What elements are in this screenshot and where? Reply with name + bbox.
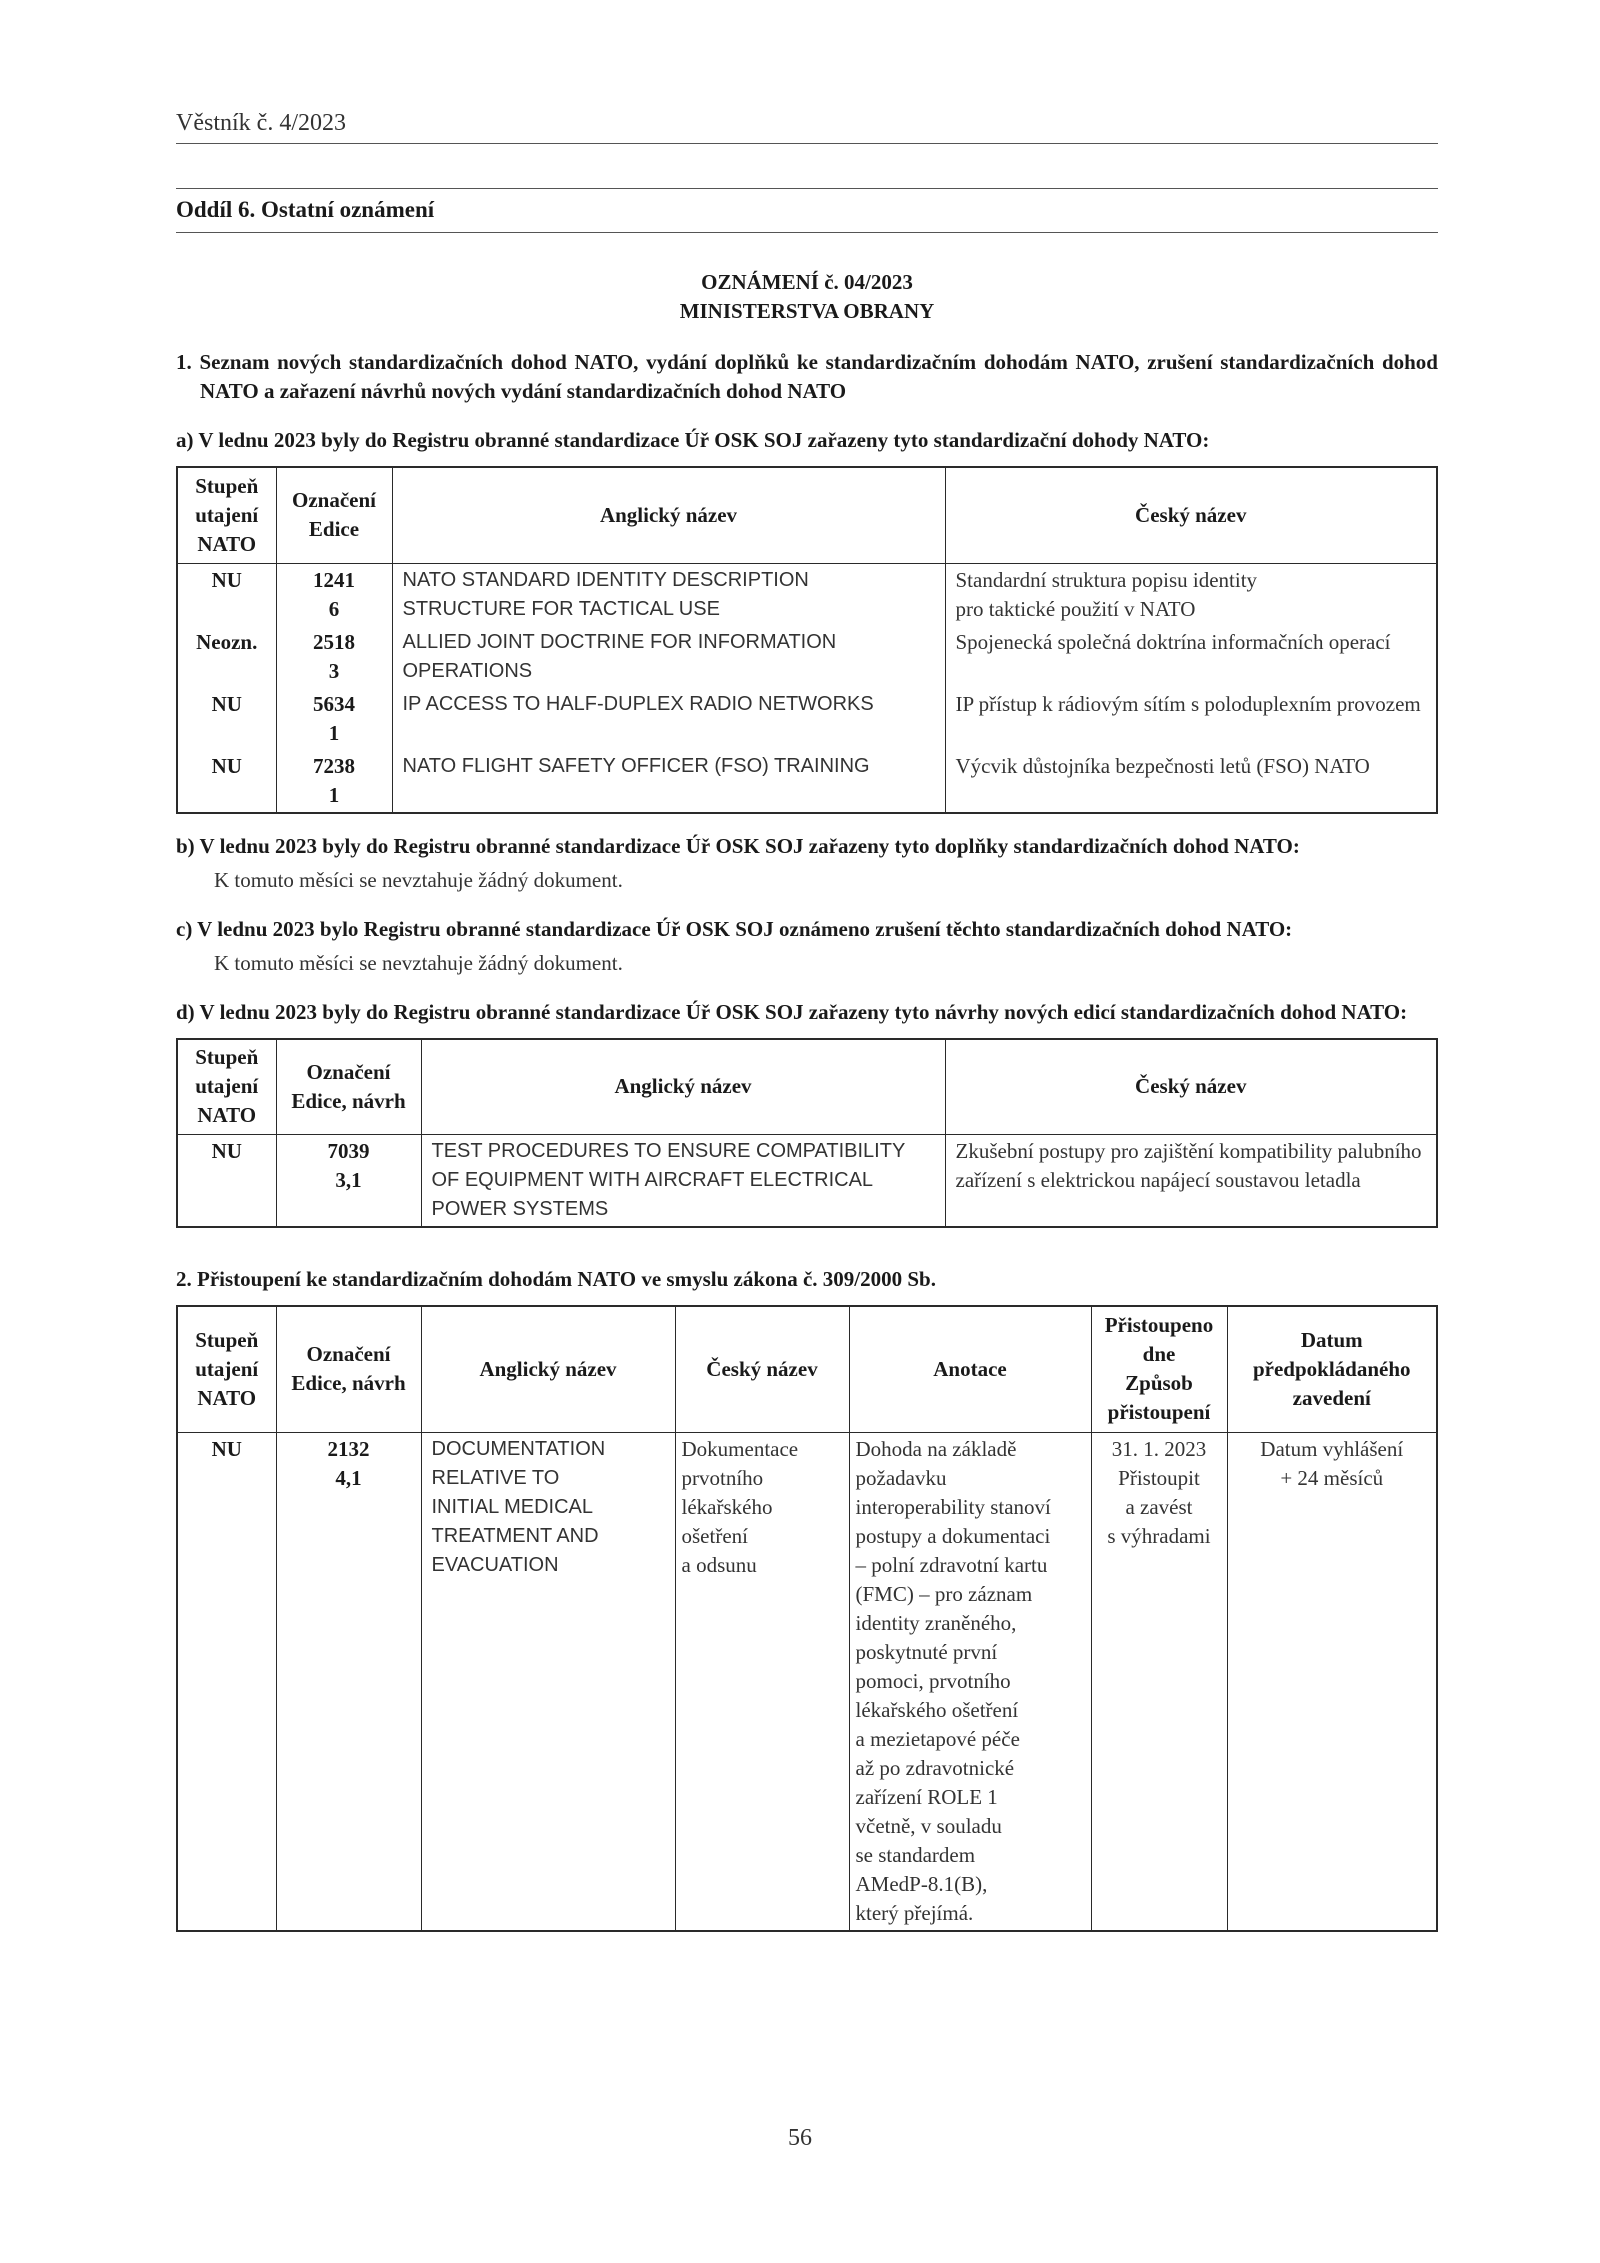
running-head: Věstník č. 4/2023 [176, 110, 1438, 144]
table-row [177, 626, 1437, 688]
table-accession [176, 1305, 1438, 1932]
table-row [177, 563, 1437, 626]
table-row [177, 1135, 1437, 1228]
point1c-heading: c) V lednu 2023 bylo Registru obranné standardizace Úř OSK SOJ oznámeno zrušení těchto standardizačních dohod NATO: [176, 916, 1293, 941]
cell-level: NU [177, 688, 276, 750]
cell-english-name: DOCUMENTATION RELATIVE TO INITIAL MEDICAL TREATMENT AND EVACUATION [421, 1432, 675, 1931]
cell-level: NU [177, 1432, 276, 1931]
col-header-english-name: Anglický název [421, 1039, 945, 1135]
cell-code: 7039 3,1 [276, 1135, 421, 1228]
cell-level: Neozn. [177, 626, 276, 688]
cell-czech-name: Výcvik důstojníka bezpečnosti letů (FSO) NATO [945, 750, 1437, 813]
col-header-accession: Přistoupeno dne Způsob přistoupení [1091, 1306, 1227, 1432]
cell-code: 2518 3 [276, 626, 392, 688]
cell-level: NU [177, 750, 276, 813]
col-header-english-name: Anglický název [392, 467, 945, 563]
col-header-english-name: Anglický název [421, 1306, 675, 1432]
cell-english-name: ALLIED JOINT DOCTRINE FOR INFORMATION OPERATIONS [392, 626, 945, 688]
col-header-code: Označení Edice, návrh [276, 1039, 421, 1135]
table-standard-agreements [176, 466, 1438, 814]
cell-czech-name: Standardní struktura popisu identity pro taktické použití v NATO [945, 563, 1437, 626]
col-header-level: Stupeň utajení NATO [177, 467, 276, 563]
cell-english-name: IP ACCESS TO HALF-DUPLEX RADIO NETWORKS [392, 688, 945, 750]
point1-heading: 1. Seznam nových standardizačních dohod NATO, vydání doplňků ke standardizačním dohodám NATO, zrušení standardizačních dohod NATO a zařazení návrhů nových vydání standardizačních dohod NATO [176, 350, 1438, 403]
point2-heading: 2. Přistoupení ke standardizačním dohodám NATO ve smyslu zákona č. 309/2000 Sb. [176, 1267, 936, 1291]
table-draft-editions [176, 1038, 1438, 1229]
cell-czech-name: Dokumentace prvotního lékařského ošetření a odsunu [675, 1432, 849, 1931]
col-header-annotation: Anotace [849, 1306, 1091, 1432]
cell-code: 2132 4,1 [276, 1432, 421, 1931]
cell-level: NU [177, 1135, 276, 1228]
col-header-level: Stupeň utajení NATO [177, 1039, 276, 1135]
cell-code: 1241 6 [276, 563, 392, 626]
cell-czech-name: Spojenecká společná doktrína informačních operací [945, 626, 1437, 688]
col-header-czech-name: Český název [675, 1306, 849, 1432]
table-row [177, 750, 1437, 813]
cell-accession: 31. 1. 2023 Přistoupit a zavést s výhradami [1091, 1432, 1227, 1931]
cell-code: 5634 1 [276, 688, 392, 750]
table-row [177, 1432, 1437, 1931]
cell-czech-name: IP přístup k rádiovým sítím s poloduplexním provozem [945, 688, 1437, 750]
cell-level: NU [177, 563, 276, 626]
cell-czech-name: Zkušební postupy pro zajištění kompatibility palubního zařízení s elektrickou napájecí soustavou letadla [945, 1135, 1437, 1228]
notice-title-line1: OZNÁMENÍ č. 04/2023 [701, 270, 913, 294]
point1b-note: K tomuto měsíci se nevztahuje žádný dokument. [214, 867, 623, 892]
point1c-note: K tomuto měsíci se nevztahuje žádný dokument. [214, 950, 623, 975]
cell-code: 7238 1 [276, 750, 392, 813]
notice-title [176, 268, 1438, 326]
point1d-heading: d) V lednu 2023 byly do Registru obranné standardizace Úř OSK SOJ zařazeny tyto návrhy nových edicí standardizačních dohod NATO: [176, 999, 1408, 1024]
cell-english-name: NATO STANDARD IDENTITY DESCRIPTION STRUCTURE FOR TACTICAL USE [392, 563, 945, 626]
cell-annotation: Dohoda na základě požadavku interoperability stanoví postupy a dokumentaci – polní zdravotní kartu (FMC) – pro záznam identity zraněného, poskytnuté první pomoci, prvotního lékařského ošetření a mezietapové péče až po zdravotnické zařízení ROLE 1 včetně, v souladu se standardem AMedP-8.1(B), který přejímá. [849, 1432, 1091, 1931]
table-row [177, 688, 1437, 750]
col-header-code: Označení Edice, návrh [276, 1306, 421, 1432]
col-header-code: Označení Edice [276, 467, 392, 563]
cell-english-name: TEST PROCEDURES TO ENSURE COMPATIBILITY OF EQUIPMENT WITH AIRCRAFT ELECTRICAL POWER SYSTEMS [421, 1135, 945, 1228]
point1b-heading: b) V lednu 2023 byly do Registru obranné standardizace Úř OSK SOJ zařazeny tyto doplňky standardizačních dohod NATO: [176, 833, 1300, 858]
col-header-czech-name: Český název [945, 467, 1437, 563]
section-title: Oddíl 6. Ostatní oznámení [176, 188, 1438, 233]
page [176, 110, 1438, 1932]
cell-implementation-date: Datum vyhlášení + 24 měsíců [1227, 1432, 1437, 1931]
page-number: 56 [788, 2125, 812, 2151]
cell-english-name: NATO FLIGHT SAFETY OFFICER (FSO) TRAINING [392, 750, 945, 813]
point1a-heading: a) V lednu 2023 byly do Registru obranné standardizace Úř OSK SOJ zařazeny tyto standardizační dohody NATO: [176, 428, 1210, 452]
col-header-implementation-date: Datum předpokládaného zavedení [1227, 1306, 1437, 1432]
col-header-czech-name: Český název [945, 1039, 1437, 1135]
col-header-level: Stupeň utajení NATO [177, 1306, 276, 1432]
notice-title-line2: MINISTERSTVA OBRANY [679, 299, 935, 323]
